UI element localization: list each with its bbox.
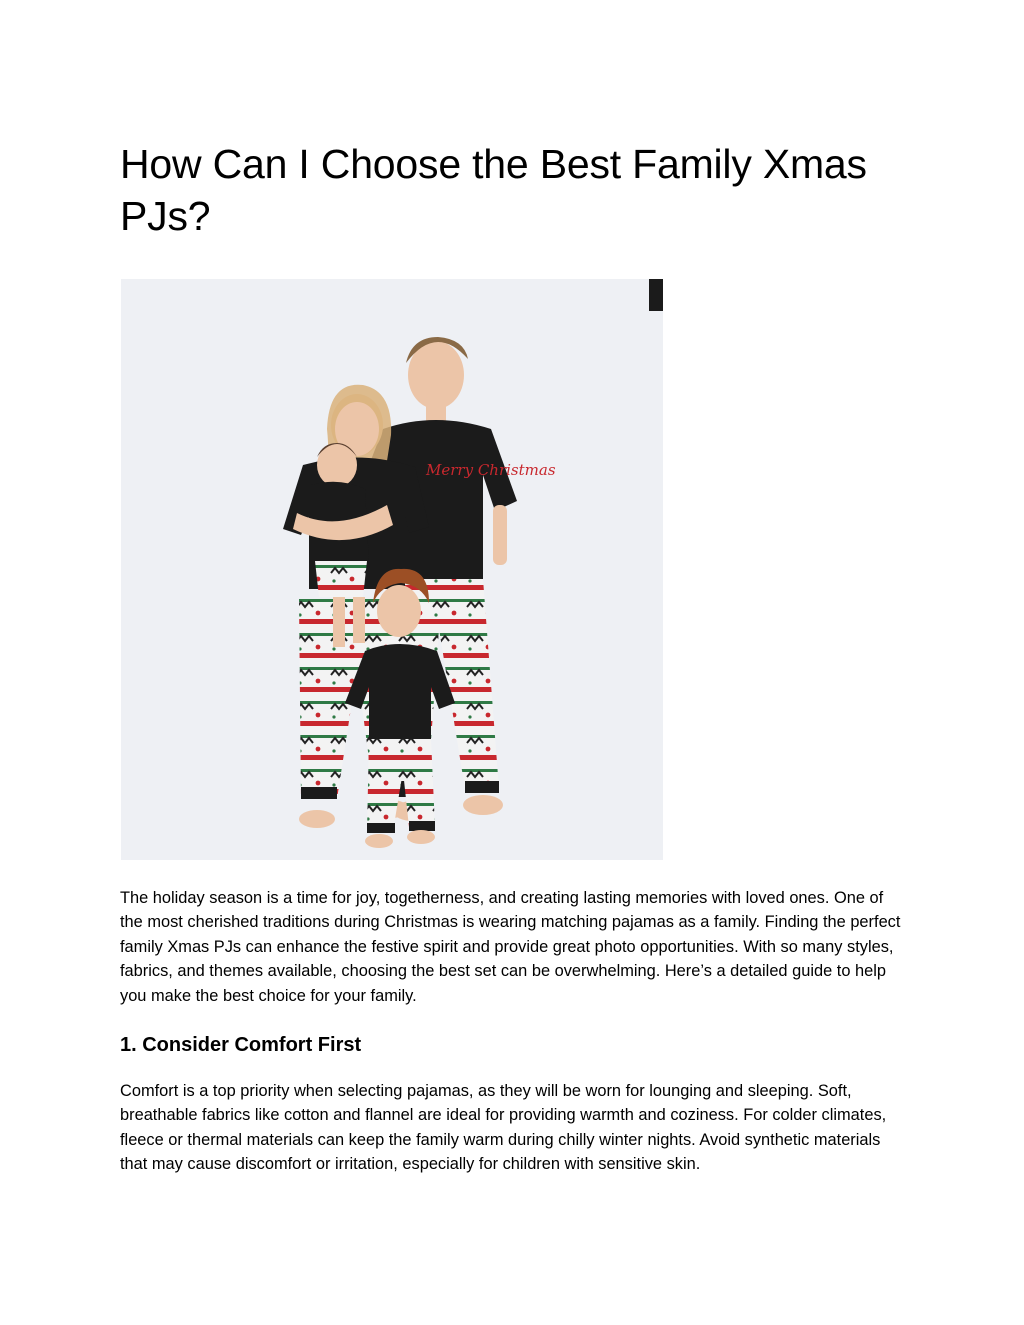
family-pajamas-photo xyxy=(121,279,663,860)
section-heading-comfort: 1. Consider Comfort First xyxy=(120,1034,362,1056)
intro-paragraph: The holiday season is a time for joy, togetherness, and creating lasting memories with loved ones. One of the most cherished traditions during Christmas is wearing matching pajamas as a family. Finding the perfect family Xmas PJs can enhance the festive spirit and provide great photo opportunities. With so many styles, fabrics, and themes available, choosing the best set can be overwhelming. Here’s a detailed guide to help you make the best choice for your family. xyxy=(120,889,901,1005)
section-body-comfort: Comfort is a top priority when selecting pajamas, as they will be worn for lounging and sleeping. Soft, breathable fabrics like cotton and flannel are ideal for providing warmth and coziness. For colder climates, fleece or thermal materials can keep the family warm during chilly winter nights. Avoid synthetic materials that may cause discomfort or irritation, especially for children with sensitive skin. xyxy=(120,1082,887,1174)
page-title: How Can I Choose the Best Family Xmas PJs? xyxy=(120,141,867,239)
shirt-print-text: Merry Christmas xyxy=(426,461,556,479)
